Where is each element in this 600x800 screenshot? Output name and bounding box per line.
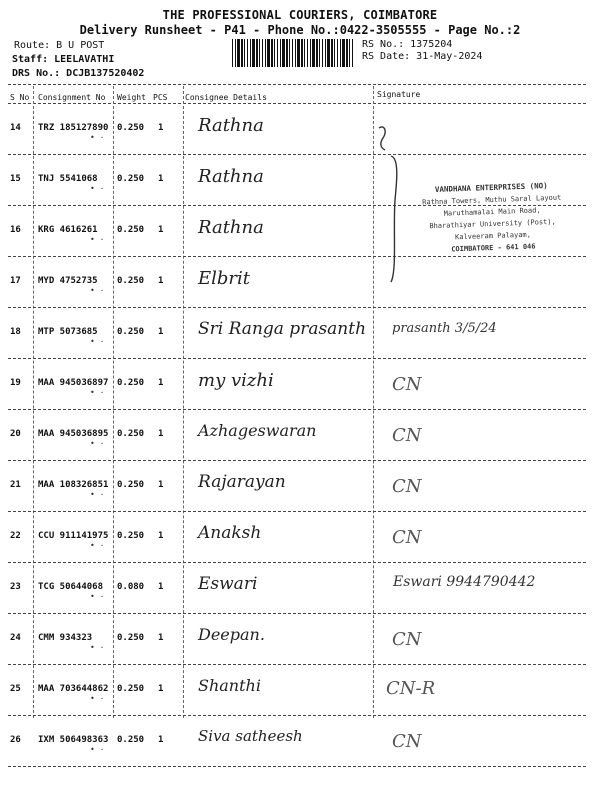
row-consignee-handwriting: Anaksh <box>198 523 262 543</box>
row-weight: 0.080 <box>117 582 145 592</box>
rs-number: RS No.: 1375204 <box>362 39 453 50</box>
row-pcs: 1 <box>158 327 164 337</box>
col-header-consignee: Consignee Details <box>185 93 267 102</box>
col-header-pcs: PCS <box>153 93 168 102</box>
row-consignment-no: MAA 703644862 <box>38 684 109 694</box>
row-consignment-no: TNJ 5541068 <box>38 174 98 184</box>
pen-mark: • · <box>90 745 105 754</box>
row-separator <box>8 511 586 512</box>
stamp-line: VANDHANA ENTERPRISES (NO) <box>434 181 548 194</box>
row-consignee-handwriting: Rajarayan <box>198 472 286 492</box>
pen-mark: • · <box>90 490 105 499</box>
row-consignment-no: MTP 5073685 <box>38 327 98 337</box>
row-signature-handwriting: CN <box>392 527 422 548</box>
row-sno: 21 <box>10 480 21 490</box>
row-sno: 24 <box>10 633 21 643</box>
row-consignee-handwriting: Elbrit <box>198 268 251 289</box>
row-separator <box>8 154 586 155</box>
row-separator <box>8 460 586 461</box>
row-pcs: 1 <box>158 684 164 694</box>
row-sno: 14 <box>10 123 21 133</box>
row-separator <box>8 307 586 308</box>
pen-mark: • · <box>90 337 105 346</box>
row-weight: 0.250 <box>117 276 145 286</box>
row-signature-handwriting: CN <box>392 731 422 752</box>
row-signature-handwriting: CN <box>392 374 422 395</box>
stamp-line: COIMBATORE - 641 046 <box>451 242 536 254</box>
pen-mark: • · <box>90 388 105 397</box>
row-separator <box>8 715 586 716</box>
row-separator <box>8 664 586 665</box>
row-consignment-no: CMM 934323 <box>38 633 93 643</box>
column-divider <box>183 86 184 718</box>
row-weight: 0.250 <box>117 378 145 388</box>
row-consignee-handwriting: Rathna <box>198 166 264 187</box>
route-text: Route: B U POST <box>14 40 105 51</box>
row-pcs: 1 <box>158 480 164 490</box>
row-consignment-no: CCU 911141975 <box>38 531 109 541</box>
row-weight: 0.250 <box>117 429 145 439</box>
stamp-line: Bharathiyar University (Post), <box>429 217 556 231</box>
row-signature-handwriting: CN <box>392 476 422 497</box>
pen-mark: • · <box>90 235 105 244</box>
row-consignee-handwriting: my vizhi <box>198 370 274 391</box>
row-sno: 20 <box>10 429 21 439</box>
row-consignment-no: KRG 4616261 <box>38 225 98 235</box>
row-signature-handwriting: CN-R <box>386 678 436 699</box>
row-pcs: 1 <box>158 225 164 235</box>
row-separator <box>8 766 586 767</box>
row-consignee-handwriting: Azhageswaran <box>198 421 317 440</box>
row-consignment-no: TRZ 185127890 <box>38 123 109 133</box>
row-consignment-no: MAA 945036895 <box>38 429 109 439</box>
row-pcs: 1 <box>158 429 164 439</box>
stamp-line: Kalveeram Palayam, <box>454 230 532 242</box>
header-bottom-rule <box>8 103 586 104</box>
row-pcs: 1 <box>158 123 164 133</box>
company-title: THE PROFESSIONAL COURIERS, COIMBATORE <box>162 8 438 22</box>
row-consignee-handwriting: Siva satheesh <box>198 727 303 745</box>
pen-mark: • · <box>90 184 105 193</box>
pen-mark: • · <box>90 694 105 703</box>
row-pcs: 1 <box>158 378 164 388</box>
row-consignee-handwriting: Sri Ranga prasanth <box>198 319 367 339</box>
row-weight: 0.250 <box>117 684 145 694</box>
row-separator <box>8 562 586 563</box>
barcode-image <box>232 39 356 67</box>
pen-mark: • · <box>90 541 105 550</box>
row-pcs: 1 <box>158 633 164 643</box>
row-sno: 16 <box>10 225 21 235</box>
row-separator <box>8 613 586 614</box>
row-weight: 0.250 <box>117 633 145 643</box>
row-consignee-handwriting: Eswari <box>198 574 258 594</box>
column-divider <box>113 86 114 718</box>
row-weight: 0.250 <box>117 531 145 541</box>
row-weight: 0.250 <box>117 735 145 745</box>
row-sno: 23 <box>10 582 21 592</box>
pen-mark: • · <box>90 643 105 652</box>
row-pcs: 1 <box>158 531 164 541</box>
row-pcs: 1 <box>158 174 164 184</box>
row-sno: 26 <box>10 735 21 745</box>
row-consignee-handwriting: Shanthi <box>198 676 261 695</box>
row-signature-handwriting: CN <box>392 425 422 446</box>
row-consignment-no: MAA 108326851 <box>38 480 109 490</box>
drs-number: DRS No.: DCJB137520402 <box>12 68 145 79</box>
row-sno: 15 <box>10 174 21 184</box>
col-header-weight: Weight <box>117 93 146 102</box>
row-sno: 18 <box>10 327 21 337</box>
row-consignment-no: MAA 945036897 <box>38 378 109 388</box>
row-consignment-no: MYD 4752735 <box>38 276 98 286</box>
row-separator <box>8 409 586 410</box>
pen-mark: • · <box>90 286 105 295</box>
row-weight: 0.250 <box>117 123 145 133</box>
row-sno: 22 <box>10 531 21 541</box>
row-sno: 17 <box>10 276 21 286</box>
col-header-consignment: Consignment No <box>38 93 106 102</box>
stamp-line: Maruthamalai Main Road, <box>443 206 541 218</box>
row-consignment-no: TCG 50644068 <box>38 582 104 592</box>
row-consignee-handwriting: Rathna <box>198 115 264 136</box>
col-header-signature: Signature <box>377 90 421 99</box>
row-weight: 0.250 <box>117 327 145 337</box>
row-weight: 0.250 <box>117 174 145 184</box>
row-consignee-handwriting: Rathna <box>198 217 264 238</box>
col-header-sno: S No <box>10 93 30 102</box>
runsheet-title: Delivery Runsheet - P41 - Phone No.:0422-3505555 - Page No.:2 <box>79 23 521 37</box>
row-pcs: 1 <box>158 582 164 592</box>
company-stamp <box>404 179 582 265</box>
row-signature-handwriting: prasanth 3/5/24 <box>392 321 497 336</box>
staff-text: Staff: LEELAVATHI <box>12 54 115 65</box>
row-pcs: 1 <box>158 276 164 286</box>
row-sno: 19 <box>10 378 21 388</box>
row-sno: 25 <box>10 684 21 694</box>
row-pcs: 1 <box>158 735 164 745</box>
stamp-line: Rathna Towers, Muthu Saral Layout <box>422 193 562 207</box>
row-weight: 0.250 <box>117 480 145 490</box>
row-signature-handwriting: Eswari 9944790442 <box>393 574 536 590</box>
header-rule <box>8 84 586 85</box>
pen-mark: • · <box>90 592 105 601</box>
pen-mark: • · <box>90 439 105 448</box>
pen-mark: • · <box>90 133 105 142</box>
column-divider <box>33 86 34 718</box>
row-consignment-no: IXM 506498363 <box>38 735 109 745</box>
rs-date: RS Date: 31-May-2024 <box>362 51 483 62</box>
row-separator <box>8 358 586 359</box>
row-consignee-handwriting: Deepan. <box>198 625 265 644</box>
row-weight: 0.250 <box>117 225 145 235</box>
row-signature-handwriting: CN <box>392 629 422 650</box>
